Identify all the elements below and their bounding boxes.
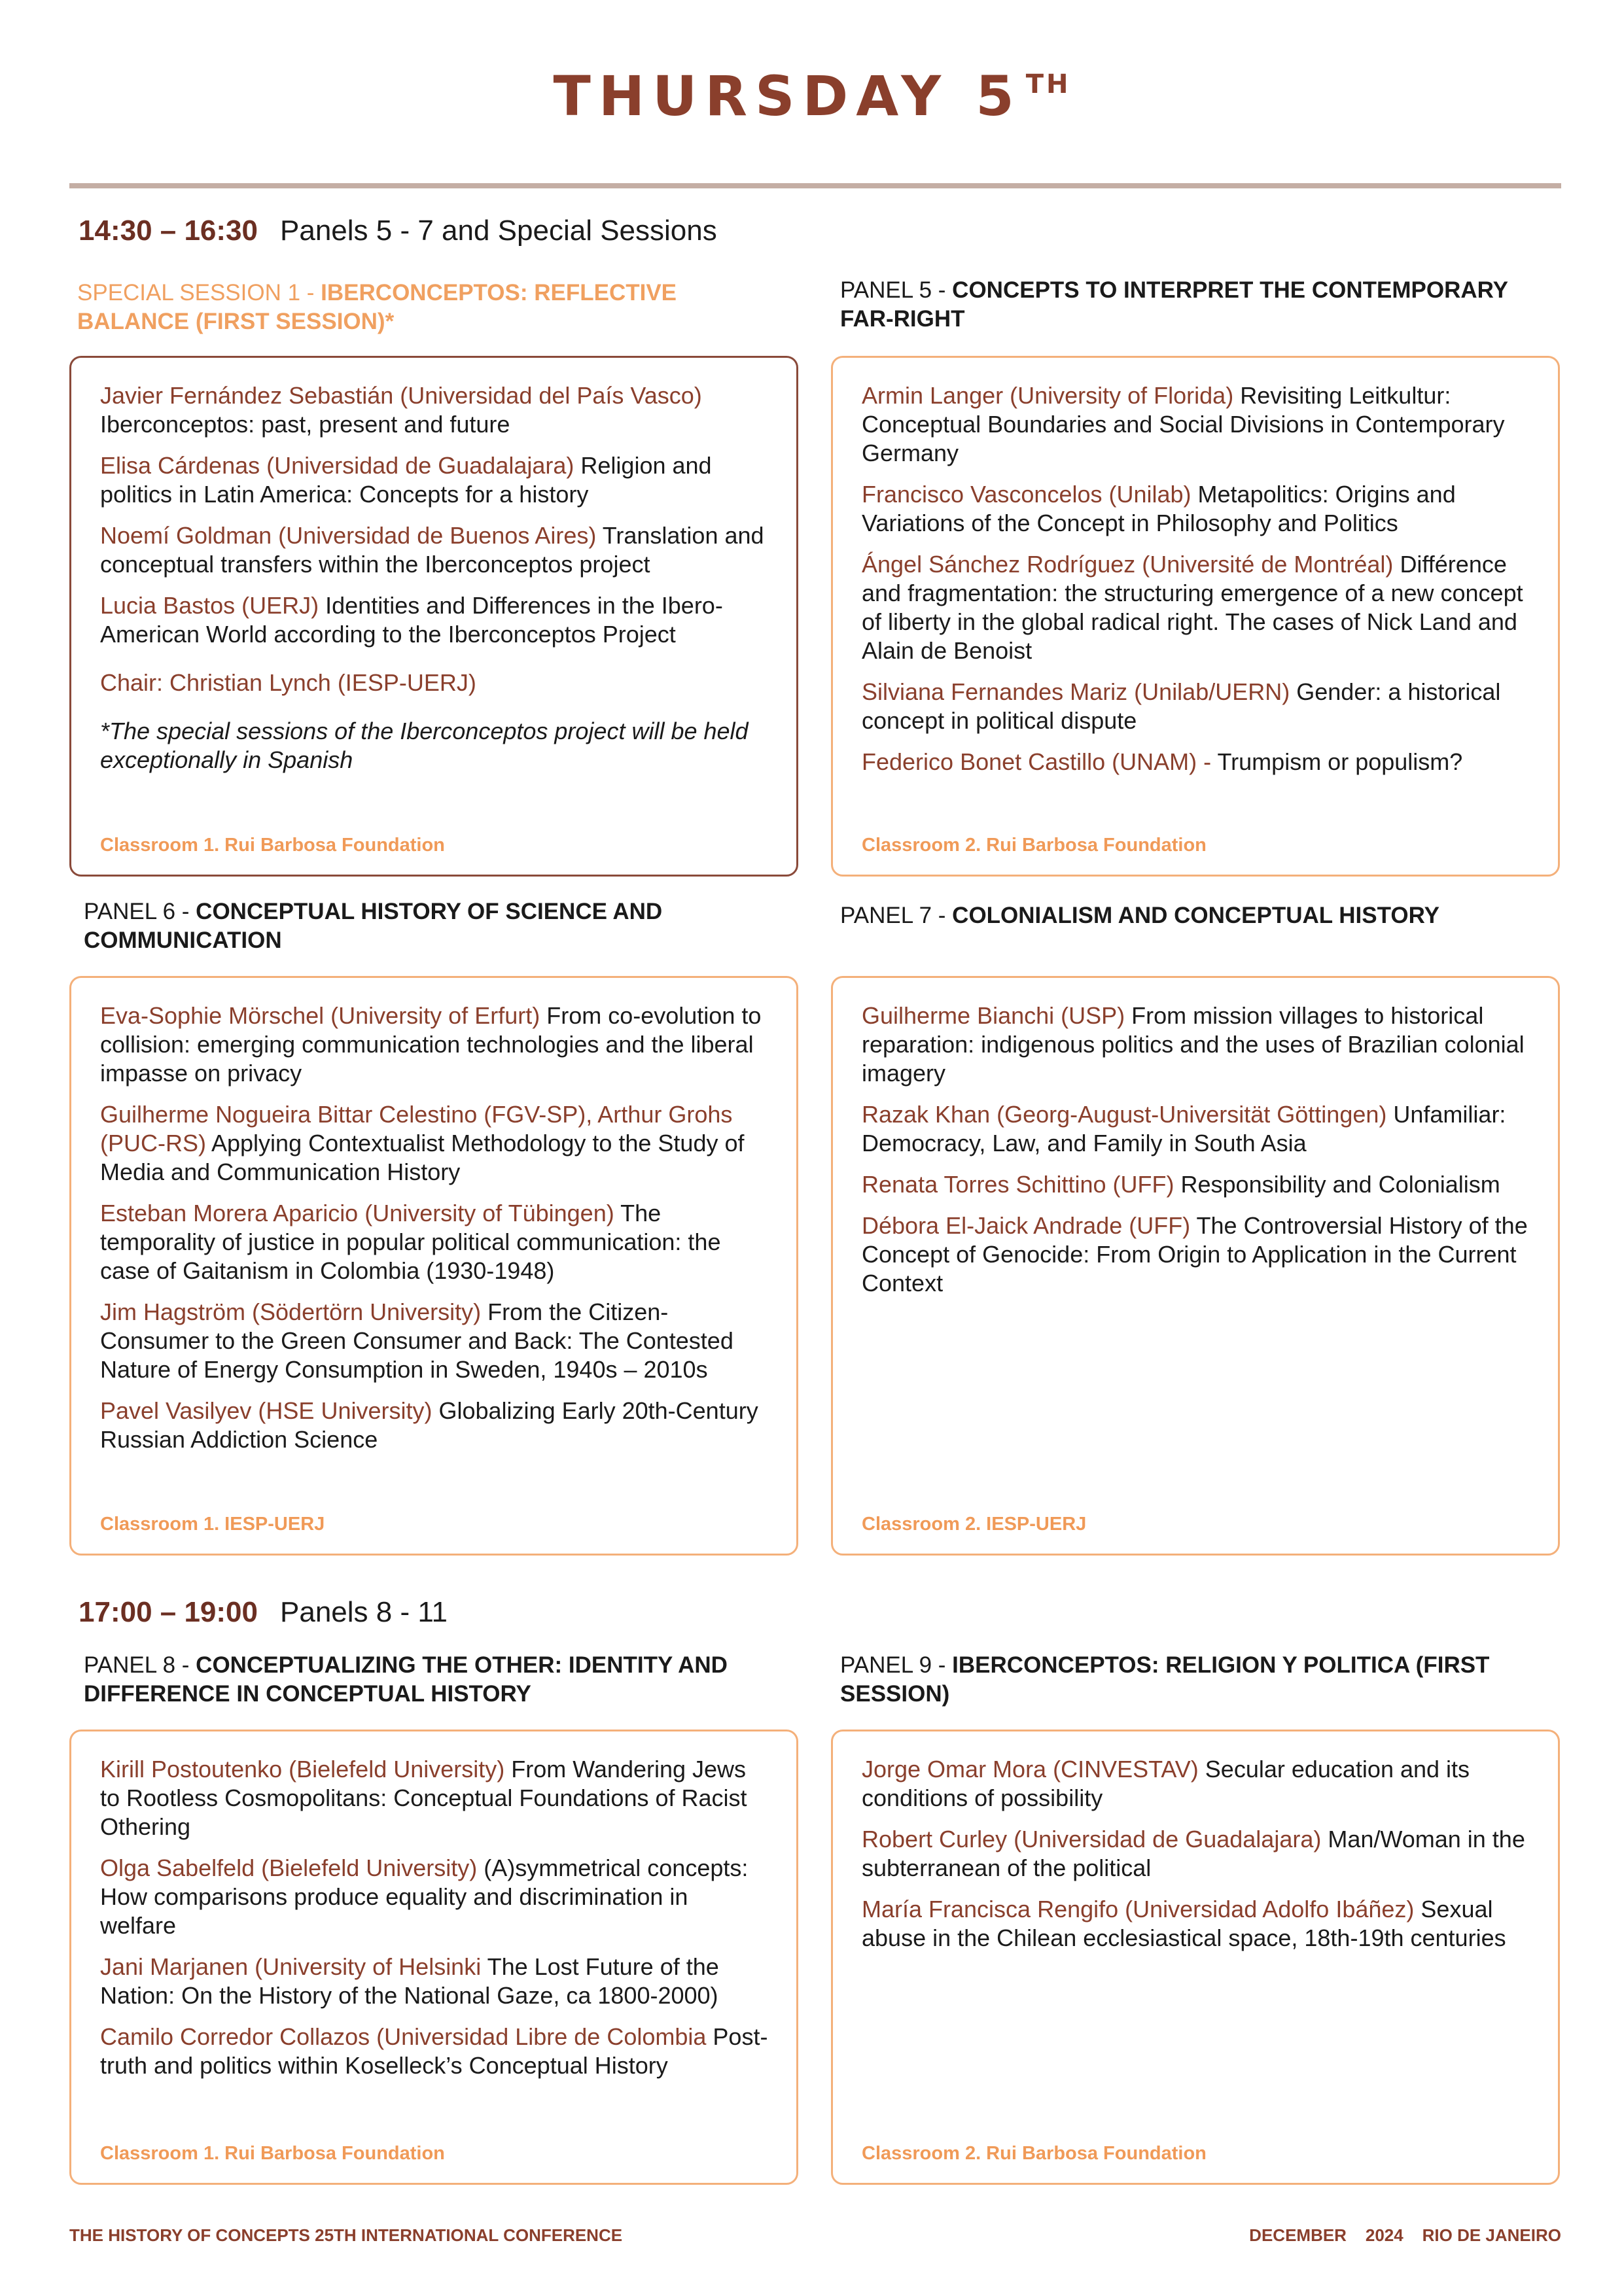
list-item: Pavel Vasilyev (HSE University) Globalizing Early 20th-Century Russian Addiction Science	[100, 1397, 758, 1453]
session-label: Panels 8 - 11	[280, 1596, 448, 1628]
panel-6-heading: PANEL 6 - CONCEPTUAL HISTORY OF SCIENCE AND COMMUNICATION	[84, 899, 663, 953]
list-item: Jim Hagström (Södertörn University) From the Citizen-Consumer to the Green Consumer and Back: The Contested Nature of Energy Consumption in Sweden, 1940s – 2010s	[100, 1298, 733, 1383]
panel-5-heading: PANEL 5 - CONCEPTS TO INTERPRET THE CONTEMPORARY FAR-RIGHT	[840, 277, 1508, 332]
room-label: Classroom 1. IESP-UERJ	[100, 1514, 325, 1535]
list-item: Ángel Sánchez Rodríguez (Université de Montréal) Différence and fragmentation: the structuring emergence of a new concept of liberty in the global radical right. The cases of Nick Land and Alain de Benoist	[862, 551, 1523, 664]
list-item: María Francisca Rengifo (Universidad Adolfo Ibáñez) Sexual abuse in the Chilean ecclesiastical space, 18th-19th centuries	[862, 1896, 1506, 1951]
list-item: Esteban Morera Aparicio (University of Tübingen) The temporality of justice in popular political communication: the case of Gaitanism in Colombia (1930-1948)	[100, 1200, 721, 1284]
list-item: Renata Torres Schittino (UFF) Responsibility and Colonialism	[862, 1171, 1500, 1198]
list-item: Camilo Corredor Collazos (Universidad Libre de Colombia Post-truth and politics within Koselleck’s Conceptual History	[100, 2023, 768, 2079]
room-label: Classroom 1. Rui Barbosa Foundation	[100, 835, 445, 856]
list-item: Javier Fernández Sebastián (Universidad del País Vasco) Iberconceptos: past, present and future	[100, 382, 702, 438]
list-item: Jani Marjanen (University of Helsinki The Lost Future of the Nation: On the History of the National Gaze, ca 1800-2000)	[100, 1953, 719, 2009]
session-label: Panels 5 - 7 and Special Sessions	[280, 215, 717, 247]
list-item: Silviana Fernandes Mariz (Unilab/UERN) Gender: a historical concept in political dispute	[862, 678, 1501, 734]
footer-month: DECEMBER	[1249, 2225, 1347, 2245]
list-item: Robert Curley (Universidad de Guadalajara) Man/Woman in the subterranean of the political	[862, 1826, 1525, 1881]
list-item: Francisco Vasconcelos (Unilab) Metapolitics: Origins and Variations of the Concept in Philosophy and Politics	[862, 481, 1456, 536]
list-item: Razak Khan (Georg-August-Universität Göttingen) Unfamiliar: Democracy, Law, and Family in South Asia	[862, 1101, 1506, 1157]
room-label: Classroom 2. IESP-UERJ	[862, 1514, 1087, 1535]
list-item: Elisa Cárdenas (Universidad de Guadalajara) Religion and politics in Latin America: Concepts for a history	[100, 452, 712, 508]
special-session-1-box	[69, 356, 798, 877]
list-item: Noemí Goldman (Universidad de Buenos Aires) Translation and conceptual transfers within the Iberconceptos project	[100, 522, 764, 578]
session-time: 17:00 – 19:00	[79, 1596, 258, 1628]
list-item: Federico Bonet Castillo (UNAM) - Trumpism or populism?	[862, 748, 1463, 775]
chair-label: Chair: Christian Lynch (IESP-UERJ)	[100, 669, 476, 696]
page-title: THURSDAY 5 $^{TH}$	[553, 64, 1071, 128]
list-item: Débora El-Jaick Andrade (UFF) The Controversial History of the Concept of Genocide: From Origin to Application in the Current Context	[862, 1212, 1528, 1296]
room-label: Classroom 2. Rui Barbosa Foundation	[862, 2143, 1207, 2164]
footer-conference: THE HISTORY OF CONCEPTS 25TH INTERNATIONAL CONFERENCE	[69, 2225, 623, 2245]
language-note: *The special sessions of the Iberconceptos project will be held exceptionally in Spanish	[100, 718, 749, 773]
room-label: Classroom 2. Rui Barbosa Foundation	[862, 835, 1207, 856]
panel-7-box	[831, 976, 1560, 1556]
list-item: Guilherme Bianchi (USP) From mission villages to historical reparation: indigenous politics and the uses of Brazilian colonial imagery	[862, 1002, 1525, 1087]
footer-year: 2024	[1365, 2225, 1403, 2245]
list-item: Guilherme Nogueira Bittar Celestino (FGV-SP), Arthur Grohs (PUC-RS) Applying Contextualist Methodology to the Study of Media and Communication History	[100, 1101, 745, 1185]
panel-9-box	[831, 1730, 1560, 2185]
footer-city: RIO DE JANEIRO	[1422, 2225, 1561, 2245]
panel-9-heading: PANEL 9 - IBERCONCEPTOS: RELIGION Y POLITICA (FIRST SESSION)	[840, 1652, 1490, 1707]
list-item: Lucia Bastos (UERJ) Identities and Differences in the Ibero-American World according to the Iberconceptos Project	[100, 592, 723, 648]
panel-6-box	[69, 976, 798, 1556]
session-1-heading	[79, 215, 717, 247]
footer-date-location	[1249, 2225, 1561, 2246]
session-time: 14:30 – 16:30	[79, 215, 258, 247]
list-item: Kirill Postoutenko (Bielefeld University) From Wandering Jews to Rootless Cosmopolitans: Conceptual Foundations of Racist Othering	[100, 1756, 747, 1840]
list-item: Olga Sabelfeld (Bielefeld University) (A)symmetrical concepts: How comparisons produce equality and discrimination in welfare	[100, 1854, 749, 1939]
panel-8-box	[69, 1730, 798, 2185]
list-item: Jorge Omar Mora (CINVESTAV) Secular education and its conditions of possibility	[862, 1756, 1470, 1811]
header-divider	[69, 183, 1561, 188]
session-2-heading	[79, 1596, 448, 1629]
panel-5-box	[831, 356, 1560, 877]
panel-7-heading: PANEL 7 - COLONIALISM AND CONCEPTUAL HISTORY	[840, 903, 1439, 928]
list-item: Eva-Sophie Mörschel (University of Erfurt) From co-evolution to collision: emerging communication technologies and the liberal impasse on privacy	[100, 1002, 762, 1087]
room-label: Classroom 1. Rui Barbosa Foundation	[100, 2143, 445, 2164]
list-item: Armin Langer (University of Florida) Revisiting Leitkultur: Conceptual Boundaries and Social Divisions in Contemporary Germany	[862, 382, 1505, 466]
panel-8-heading: PANEL 8 - CONCEPTUALIZING THE OTHER: IDENTITY AND DIFFERENCE IN CONCEPTUAL HISTORY	[84, 1652, 728, 1707]
special-session-1-heading: SPECIAL SESSION 1 - IBERCONCEPTOS: REFLECTIVE BALANCE (FIRST SESSION)*	[77, 280, 677, 334]
